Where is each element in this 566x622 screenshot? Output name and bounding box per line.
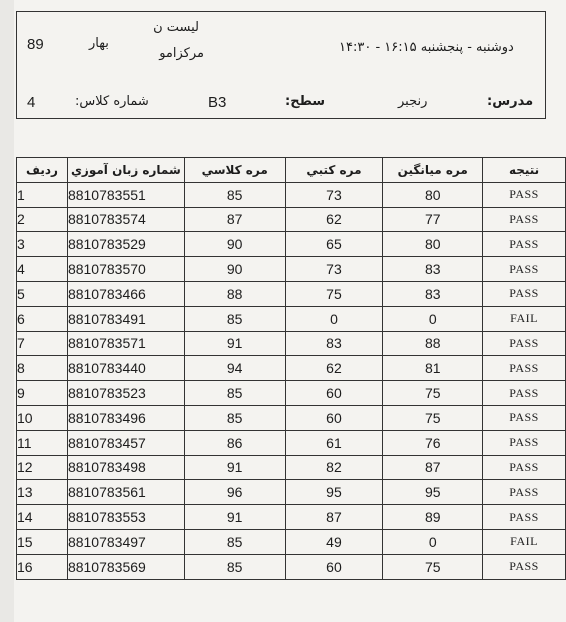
result-cell: PASS — [483, 554, 566, 579]
average-score-cell: 88 — [383, 331, 483, 356]
average-score-cell: 87 — [383, 455, 483, 480]
written-score-cell: 83 — [285, 331, 383, 356]
student-id-cell: 8810783570 — [67, 257, 184, 282]
table-row — [17, 182, 566, 207]
student-id-cell: 8810783553 — [67, 505, 184, 530]
table-row — [17, 405, 566, 430]
table-row — [17, 232, 566, 257]
table-row — [17, 257, 566, 282]
class-score-cell: 85 — [184, 529, 285, 554]
result-cell: PASS — [483, 381, 566, 406]
result-cell: PASS — [483, 430, 566, 455]
student-id-cell: 8810783551 — [67, 182, 184, 207]
page-left-edge — [0, 0, 14, 622]
col-header-row-number: ردیف — [17, 158, 68, 183]
average-score-cell: 0 — [383, 306, 483, 331]
average-score-cell: 80 — [383, 232, 483, 257]
row-number-cell: 7 — [17, 331, 68, 356]
class-score-cell: 85 — [184, 554, 285, 579]
student-id-cell: 8810783561 — [67, 480, 184, 505]
row-number-cell: 12 — [17, 455, 68, 480]
row-number-cell: 8 — [17, 356, 68, 381]
row-number-cell: 6 — [17, 306, 68, 331]
average-score-cell: 89 — [383, 505, 483, 530]
average-score-cell: 0 — [383, 529, 483, 554]
student-id-cell: 8810783574 — [67, 207, 184, 232]
table-row — [17, 207, 566, 232]
written-score-cell: 61 — [285, 430, 383, 455]
level-label: سطح: — [285, 94, 326, 109]
written-score-cell: 60 — [285, 554, 383, 579]
written-score-cell: 75 — [285, 281, 383, 306]
grades-table — [16, 157, 566, 580]
row-number-cell: 9 — [17, 381, 68, 406]
class-number-value: 4 — [27, 94, 36, 111]
average-score-cell: 95 — [383, 480, 483, 505]
class-score-cell: 86 — [184, 430, 285, 455]
student-id-cell: 8810783498 — [67, 455, 184, 480]
table-row — [17, 356, 566, 381]
average-score-cell: 80 — [383, 182, 483, 207]
row-number-cell: 2 — [17, 207, 68, 232]
class-score-cell: 91 — [184, 455, 285, 480]
class-score-cell: 90 — [184, 257, 285, 282]
table-row — [17, 529, 566, 554]
student-id-cell: 8810783440 — [67, 356, 184, 381]
term-label: بهار — [89, 36, 109, 51]
row-number-cell: 14 — [17, 505, 68, 530]
class-info-header — [16, 11, 546, 119]
table-row — [17, 554, 566, 579]
student-id-cell: 8810783523 — [67, 381, 184, 406]
written-score-cell: 62 — [285, 207, 383, 232]
result-cell: PASS — [483, 232, 566, 257]
written-score-cell: 82 — [285, 455, 383, 480]
row-number-cell: 15 — [17, 529, 68, 554]
student-id-cell: 8810783496 — [67, 405, 184, 430]
col-header-result: نتیجه — [483, 158, 566, 183]
written-score-cell: 49 — [285, 529, 383, 554]
student-id-cell: 8810783457 — [67, 430, 184, 455]
table-row — [17, 430, 566, 455]
table-row — [17, 381, 566, 406]
student-id-cell: 8810783497 — [67, 529, 184, 554]
table-row — [17, 480, 566, 505]
written-score-cell: 73 — [285, 257, 383, 282]
result-cell: PASS — [483, 505, 566, 530]
center-name-fragment: مرکزامو — [159, 46, 204, 61]
row-number-cell: 13 — [17, 480, 68, 505]
row-number-cell: 1 — [17, 182, 68, 207]
row-number-cell: 16 — [17, 554, 68, 579]
col-header-written-score: مره کتبي — [285, 158, 383, 183]
table-row — [17, 505, 566, 530]
col-header-student-id: شماره زبان آموزي — [67, 158, 184, 183]
written-score-cell: 62 — [285, 356, 383, 381]
result-cell: PASS — [483, 281, 566, 306]
student-id-cell: 8810783571 — [67, 331, 184, 356]
class-schedule: دوشنبه - پنجشنبه ۱۶:۱۵ - ۱۴:۳۰ — [339, 40, 514, 55]
col-header-class-score: مره کلاسي — [184, 158, 285, 183]
table-row — [17, 455, 566, 480]
result-cell: PASS — [483, 405, 566, 430]
result-cell: FAIL — [483, 306, 566, 331]
average-score-cell: 75 — [383, 381, 483, 406]
row-number-cell: 10 — [17, 405, 68, 430]
written-score-cell: 0 — [285, 306, 383, 331]
average-score-cell: 75 — [383, 554, 483, 579]
teacher-name: رنجبر — [398, 94, 428, 109]
header-number: 89 — [27, 36, 44, 53]
class-score-cell: 90 — [184, 232, 285, 257]
class-score-cell: 91 — [184, 505, 285, 530]
result-cell: PASS — [483, 455, 566, 480]
average-score-cell: 75 — [383, 405, 483, 430]
student-id-cell: 8810783491 — [67, 306, 184, 331]
result-cell: FAIL — [483, 529, 566, 554]
row-number-cell: 5 — [17, 281, 68, 306]
result-cell: PASS — [483, 182, 566, 207]
class-number-label: شماره کلاس: — [75, 94, 149, 109]
class-score-cell: 91 — [184, 331, 285, 356]
col-header-average-score: مره میانگین — [383, 158, 483, 183]
class-score-cell: 85 — [184, 381, 285, 406]
student-id-cell: 8810783529 — [67, 232, 184, 257]
average-score-cell: 77 — [383, 207, 483, 232]
written-score-cell: 95 — [285, 480, 383, 505]
row-number-cell: 3 — [17, 232, 68, 257]
result-cell: PASS — [483, 356, 566, 381]
result-cell: PASS — [483, 480, 566, 505]
table-header-row — [17, 158, 566, 183]
written-score-cell: 65 — [285, 232, 383, 257]
average-score-cell: 81 — [383, 356, 483, 381]
written-score-cell: 60 — [285, 381, 383, 406]
level-value: B3 — [208, 94, 227, 111]
class-score-cell: 96 — [184, 480, 285, 505]
list-title-fragment: لیست ن — [153, 20, 199, 35]
table-row — [17, 281, 566, 306]
result-cell: PASS — [483, 331, 566, 356]
class-score-cell: 87 — [184, 207, 285, 232]
average-score-cell: 83 — [383, 257, 483, 282]
class-score-cell: 85 — [184, 405, 285, 430]
class-score-cell: 85 — [184, 306, 285, 331]
average-score-cell: 83 — [383, 281, 483, 306]
written-score-cell: 73 — [285, 182, 383, 207]
written-score-cell: 87 — [285, 505, 383, 530]
row-number-cell: 4 — [17, 257, 68, 282]
teacher-label: مدرس: — [487, 94, 534, 109]
class-score-cell: 88 — [184, 281, 285, 306]
result-cell: PASS — [483, 257, 566, 282]
table-row — [17, 306, 566, 331]
written-score-cell: 60 — [285, 405, 383, 430]
result-cell: PASS — [483, 207, 566, 232]
row-number-cell: 11 — [17, 430, 68, 455]
class-score-cell: 85 — [184, 182, 285, 207]
student-id-cell: 8810783466 — [67, 281, 184, 306]
average-score-cell: 76 — [383, 430, 483, 455]
student-id-cell: 8810783569 — [67, 554, 184, 579]
class-score-cell: 94 — [184, 356, 285, 381]
table-row — [17, 331, 566, 356]
